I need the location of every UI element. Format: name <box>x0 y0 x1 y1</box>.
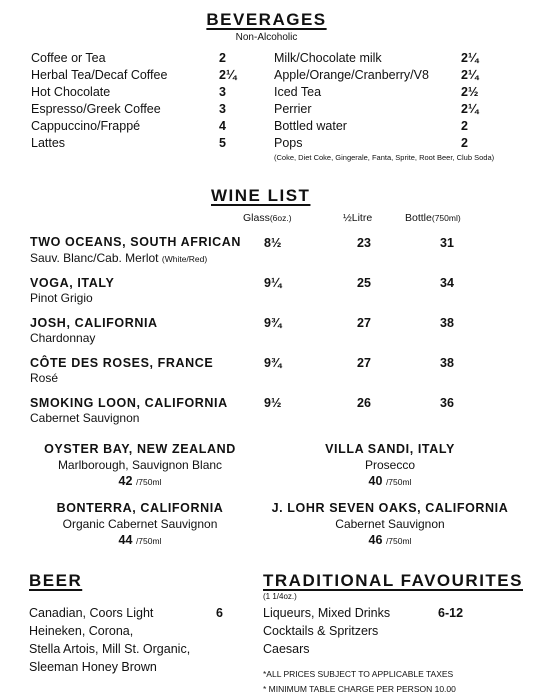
beverage-item-name: Bottled water <box>274 119 347 133</box>
col-bottle-label: Bottle <box>405 212 432 224</box>
bottle-wine-block <box>20 501 260 547</box>
bottle-wine-price <box>262 474 518 488</box>
bottle-wine-name: BONTERRA, CALIFORNIA <box>56 501 224 515</box>
bottle-price-value: 44 <box>118 533 133 547</box>
beverage-item-name: Pops <box>274 136 303 150</box>
favourites-price: 6-12 <box>438 606 464 620</box>
beverage-item-name: Lattes <box>31 136 66 150</box>
tax-note: *ALL PRICES SUBJECT TO APPLICABLE TAXES <box>263 669 454 679</box>
wine-bottle-price: 34 <box>440 276 454 290</box>
bottle-wine-price <box>248 533 532 547</box>
wine-variety-extra: (White/Red) <box>161 254 208 264</box>
beverage-item-name: Herbal Tea/Decaf Coffee <box>31 68 168 82</box>
beverage-item-name: Perrier <box>274 102 312 116</box>
favourite-line: Cocktails & Spritzers <box>263 624 379 638</box>
col-glass-unit: (6oz.) <box>269 213 292 223</box>
favourites-title: TRADITIONAL FAVOURITES <box>263 571 523 590</box>
bottle-price-value: 46 <box>368 533 383 547</box>
col-glass-label: Glass <box>243 212 270 224</box>
col-header-bottle <box>405 212 461 224</box>
beverage-item-price: 2 <box>461 119 468 133</box>
bottle-price-value: 42 <box>118 474 133 488</box>
wine-bottle-price: 38 <box>440 356 454 370</box>
beverage-item-price: 4 <box>219 119 226 133</box>
wine-half-price: 27 <box>357 316 371 330</box>
beverage-item-price: 2 <box>461 136 468 150</box>
col-bottle-unit: (750ml) <box>431 213 461 223</box>
wine-glass-price: 9¼ <box>264 276 282 290</box>
beverage-item-price: 2¼ <box>461 68 479 82</box>
wine-name: SMOKING LOON, CALIFORNIA <box>30 396 228 410</box>
beverage-item-name: Cappuccino/Frappé <box>31 119 141 133</box>
beverage-item-name: Coffee or Tea <box>31 51 106 65</box>
wine-variety-text: Sauv. Blanc/Cab. Merlot <box>30 251 159 265</box>
favourites-subtitle: (1 1/4oz.) <box>263 592 297 601</box>
beverage-item-price: 3 <box>219 85 226 99</box>
wine-glass-price: 9¾ <box>264 356 282 370</box>
bottle-price-unit: /750ml <box>385 536 412 546</box>
bottle-wine-price <box>20 533 260 547</box>
beverages-subtitle: Non-Alcoholic <box>235 32 298 43</box>
minimum-charge-note: * MINIMUM TABLE CHARGE PER PERSON 10.00 <box>263 684 456 694</box>
col-header-half-litre: ½Litre <box>343 212 373 224</box>
bottle-wine-name: VILLA SANDI, ITALY <box>325 442 455 456</box>
beverage-item-name: Apple/Orange/Cranberry/V8 <box>274 68 429 82</box>
beverage-item-name: Milk/Chocolate milk <box>274 51 382 65</box>
wine-name: CÔTE DES ROSES, FRANCE <box>30 356 214 370</box>
beverages-title: BEVERAGES <box>206 10 327 29</box>
beverage-item-price: 3 <box>219 102 226 116</box>
pops-note: (Coke, Diet Coke, Gingerale, Fanta, Sprite, Root Beer, Club Soda) <box>274 153 495 162</box>
beverage-item-price: 2 <box>219 51 226 65</box>
bottle-wine-name: OYSTER BAY, NEW ZEALAND <box>44 442 236 456</box>
wine-half-price: 23 <box>357 236 371 250</box>
bottle-wine-variety: Prosecco <box>364 458 416 472</box>
bottle-wine-block <box>262 442 518 488</box>
beer-line: Sleeman Honey Brown <box>29 660 157 674</box>
beverage-item-price: 2½ <box>461 85 479 99</box>
beverage-item-name: Espresso/Greek Coffee <box>31 102 161 116</box>
beverage-item-price: 2¼ <box>461 51 479 65</box>
bottle-wine-name: J. LOHR SEVEN OAKS, CALIFORNIA <box>271 501 509 515</box>
wine-bottle-price: 31 <box>440 236 454 250</box>
favourite-line: Caesars <box>263 642 310 656</box>
beer-price: 6 <box>216 606 223 620</box>
beer-line: Stella Artois, Mill St. Organic, <box>29 642 191 656</box>
wine-half-price: 27 <box>357 356 371 370</box>
wine-bottle-price: 36 <box>440 396 454 410</box>
bottle-wine-price <box>20 474 260 488</box>
wine-glass-price: 9½ <box>264 396 282 410</box>
wine-glass-price: 8½ <box>264 236 282 250</box>
wine-name: VOGA, ITALY <box>30 276 115 290</box>
bottle-wine-block <box>248 501 532 547</box>
beer-title: BEER <box>29 571 83 590</box>
beverage-item-price: 5 <box>219 136 226 150</box>
bottle-price-unit: /750ml <box>385 477 412 487</box>
col-header-glass <box>243 212 292 224</box>
bottle-price-unit: /750ml <box>135 536 162 546</box>
beer-line: Heineken, Corona, <box>29 624 134 638</box>
bottle-wine-variety: Marlborough, Sauvignon Blanc <box>57 458 223 472</box>
bottle-price-unit: /750ml <box>135 477 162 487</box>
wine-variety: Chardonnay <box>30 331 96 345</box>
wine-bottle-price: 38 <box>440 316 454 330</box>
wine-list-title: WINE LIST <box>211 186 311 205</box>
favourite-line: Liqueurs, Mixed Drinks <box>263 606 391 620</box>
bottle-wine-variety: Organic Cabernet Sauvignon <box>62 517 218 531</box>
beer-line: Canadian, Coors Light <box>29 606 154 620</box>
beverage-item-name: Iced Tea <box>274 85 322 99</box>
wine-variety <box>30 251 207 265</box>
wine-variety: Rosé <box>30 371 59 385</box>
wine-name: JOSH, CALIFORNIA <box>30 316 158 330</box>
bottle-price-value: 40 <box>368 474 383 488</box>
bottle-wine-block <box>20 442 260 488</box>
beverage-item-name: Hot Chocolate <box>31 85 111 99</box>
wine-variety: Pinot Grigio <box>30 291 93 305</box>
wine-glass-price: 9¾ <box>264 316 282 330</box>
wine-variety: Cabernet Sauvignon <box>30 411 140 425</box>
beverage-item-price: 2¼ <box>219 68 237 82</box>
bottle-wine-variety: Cabernet Sauvignon <box>335 517 445 531</box>
wine-name: TWO OCEANS, SOUTH AFRICAN <box>30 235 242 249</box>
beverage-item-price: 2¼ <box>461 102 479 116</box>
wine-half-price: 26 <box>357 396 371 410</box>
wine-half-price: 25 <box>357 276 371 290</box>
